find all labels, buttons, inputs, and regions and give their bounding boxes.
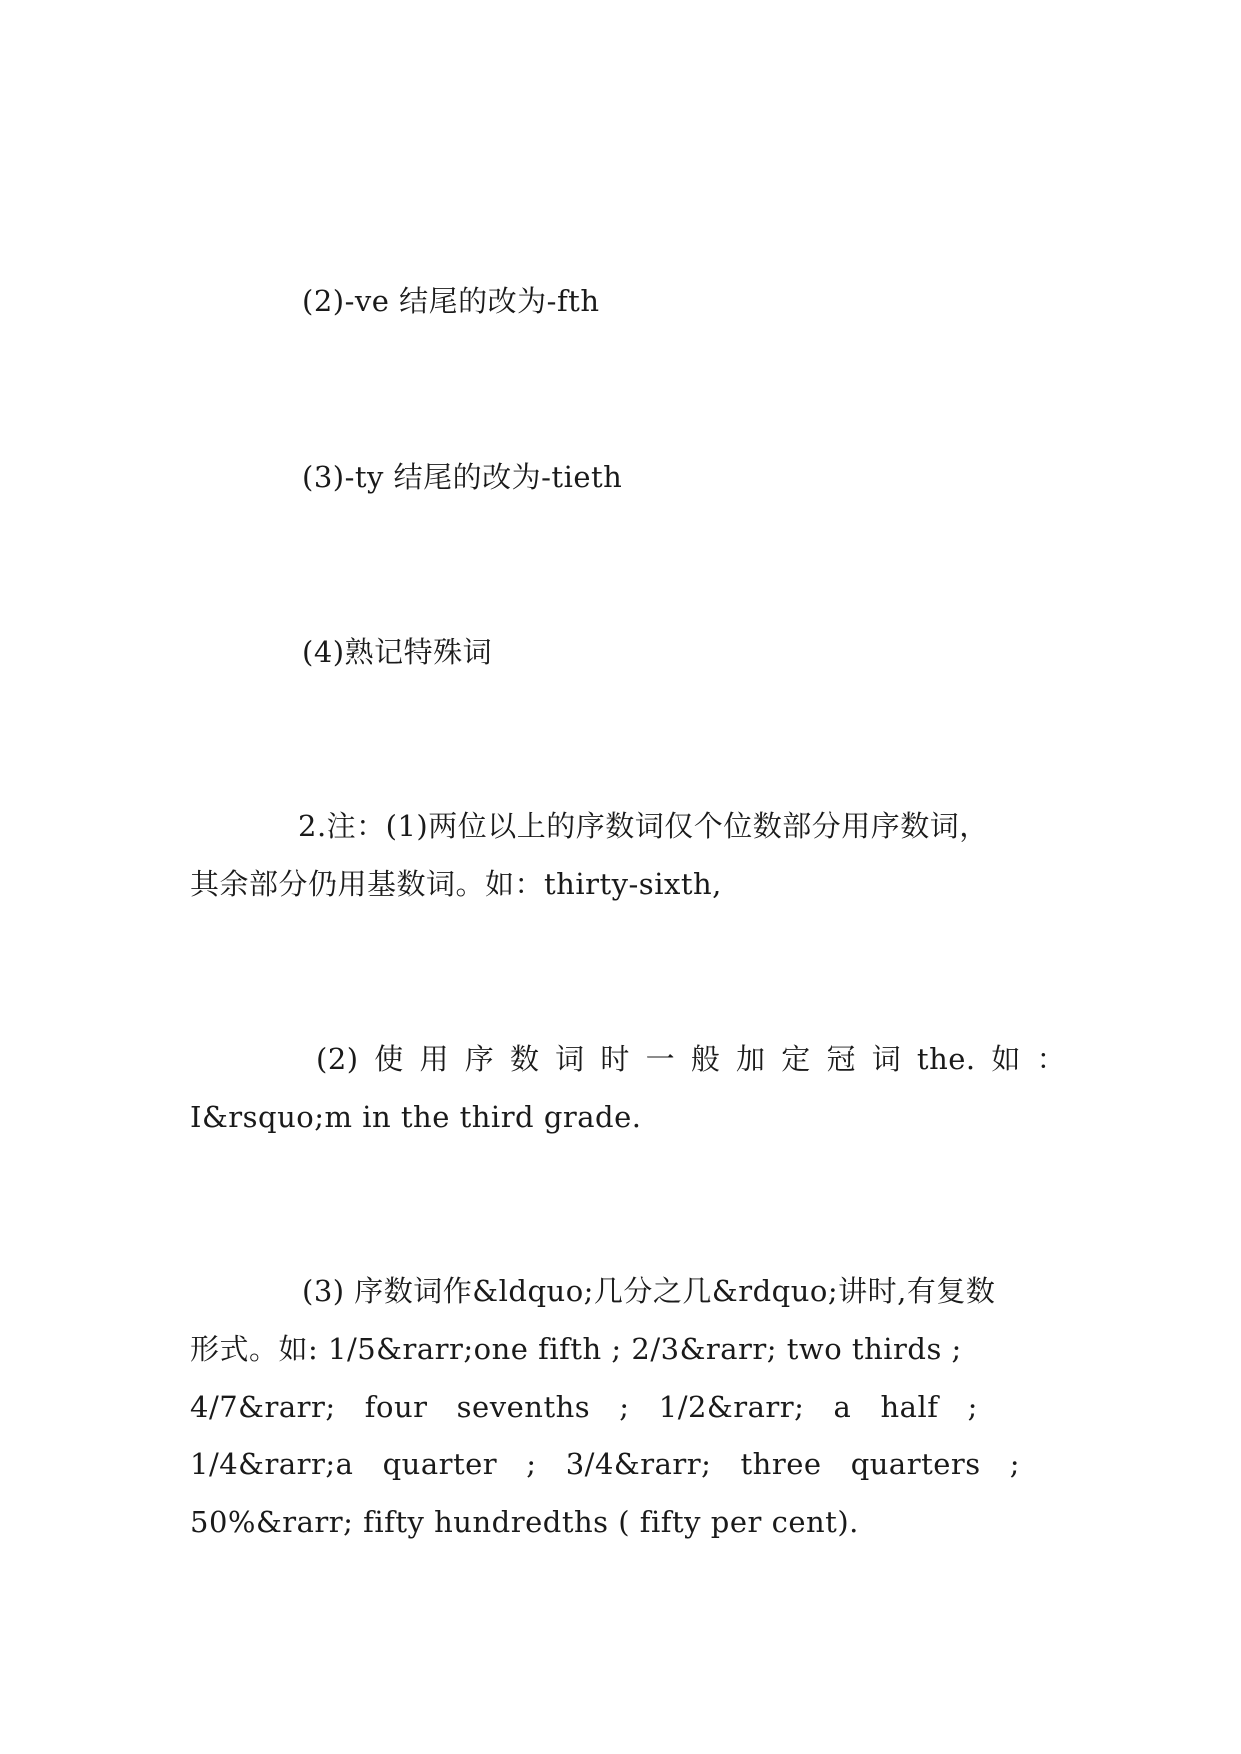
text-line: I&rsquo;m in the third grade.	[190, 1100, 642, 1134]
text-line: (2)-ve 结尾的改为-fth	[302, 284, 600, 318]
text-line: 50%&rarr; fifty hundredths ( fifty per cent).	[190, 1505, 859, 1539]
text-line: 2.注：(1)两位以上的序数词仅个位数部分用序数词，	[298, 809, 989, 843]
text-line: (4)熟记特殊词	[302, 635, 493, 669]
text-line: (2) 使 用 序 数 词 时 一 般 加 定 冠 词 the. 如 ：	[316, 1042, 1067, 1076]
text-line: 4/7&rarr; four sevenths ; 1/2&rarr; a half ;	[190, 1390, 978, 1424]
text-line: 其余部分仍用基数词。如：thirty-sixth,	[190, 867, 722, 901]
text-line: 形式。如: 1/5&rarr;one fifth ; 2/3&rarr; two thirds ;	[190, 1332, 962, 1366]
text-line: (3)-ty 结尾的改为-tieth	[302, 460, 623, 494]
text-line: 1/4&rarr;a quarter ; 3/4&rarr; three quarters ;	[190, 1447, 1021, 1481]
text-line: (3) 序数词作&ldquo;几分之几&rdquo;讲时,有复数	[302, 1274, 996, 1308]
